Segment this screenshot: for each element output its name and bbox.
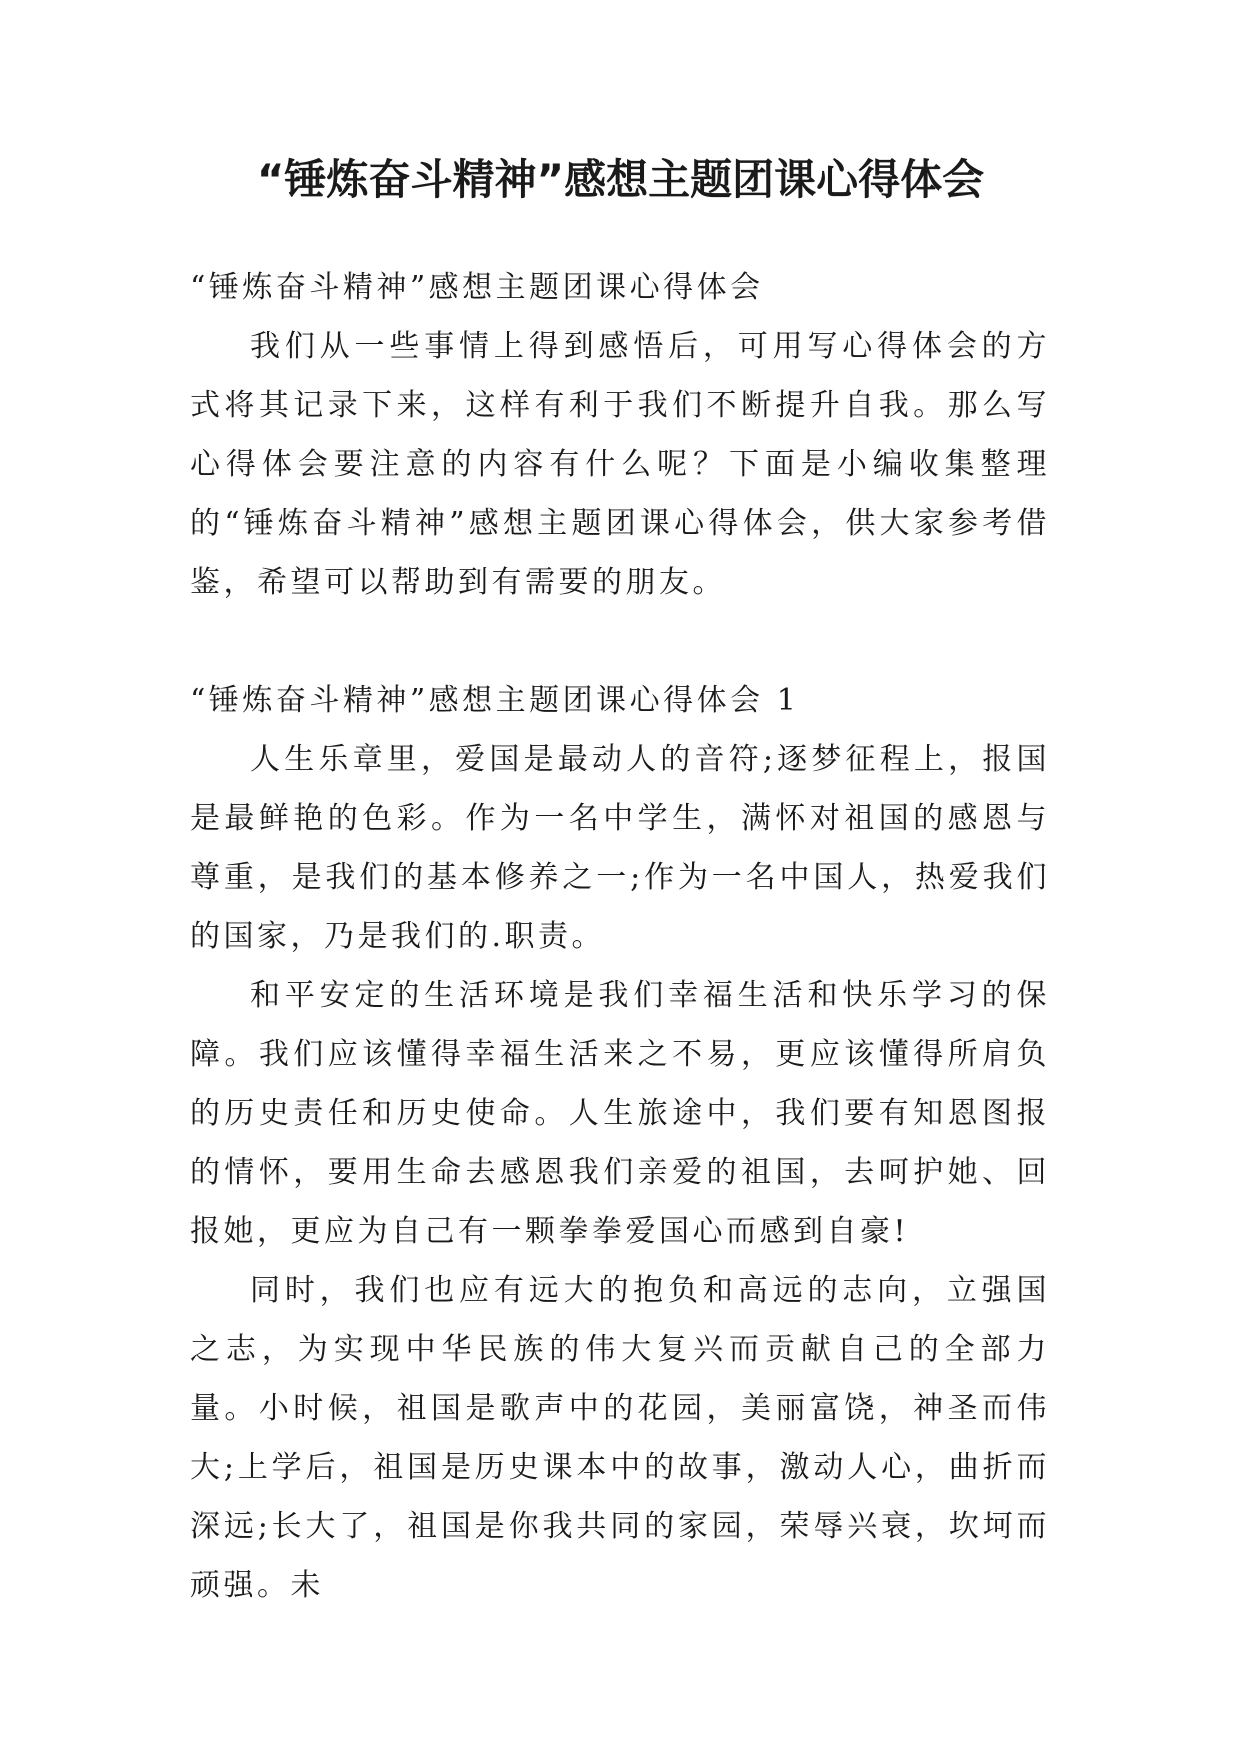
- document-title: “锤炼奋斗精神”感想主题团课心得体会: [256, 155, 985, 204]
- intro-paragraph: 我们从一些事情上得到感悟后，可用写心得体会的方式将其记录下来，这样有利于我们不断提升自我。那么写心得体会要注意的内容有什么呢？下面是小编收集整理的“锤炼奋斗精神”感想主题团课心得体会，供大家参考借鉴，希望可以帮助到有需要的朋友。: [190, 329, 1050, 600]
- section-1-paragraph-1: 人生乐章里，爱国是最动人的音符;逐梦征程上，报国是最鲜艳的色彩。作为一名中学生，满怀对祖国的感恩与尊重，是我们的基本修养之一;作为一名中国人，热爱我们的国家，乃是我们的.职责。: [190, 742, 1050, 954]
- section-spacer: [190, 612, 1050, 671]
- intro-heading: “锤炼奋斗精神”感想主题团课心得体会: [190, 270, 764, 305]
- section-1-paragraph-2: 和平安定的生活环境是我们幸福生活和快乐学习的保障。我们应该懂得幸福生活来之不易，更应该懂得所肩负的历史责任和历史使命。人生旅途中，我们要有知恩图报的情怀，要用生命去感恩我们亲爱的祖国，去呵护她、回报她，更应为自己有一颗拳拳爱国心而感到自豪!: [190, 978, 1050, 1249]
- section-1-heading: “锤炼奋斗精神”感想主题团课心得体会 1: [190, 683, 800, 718]
- document-body: [190, 258, 1050, 1615]
- section-1-paragraph-3: 同时，我们也应有远大的抱负和高远的志向，立强国之志，为实现中华民族的伟大复兴而贡献自己的全部力量。小时候，祖国是歌声中的花园，美丽富饶，神圣而伟大;上学后，祖国是历史课本中的故事，激动人心，曲折而深远;长大了，祖国是你我共同的家园，荣辱兴衰，坎坷而顽强。未: [190, 1273, 1050, 1603]
